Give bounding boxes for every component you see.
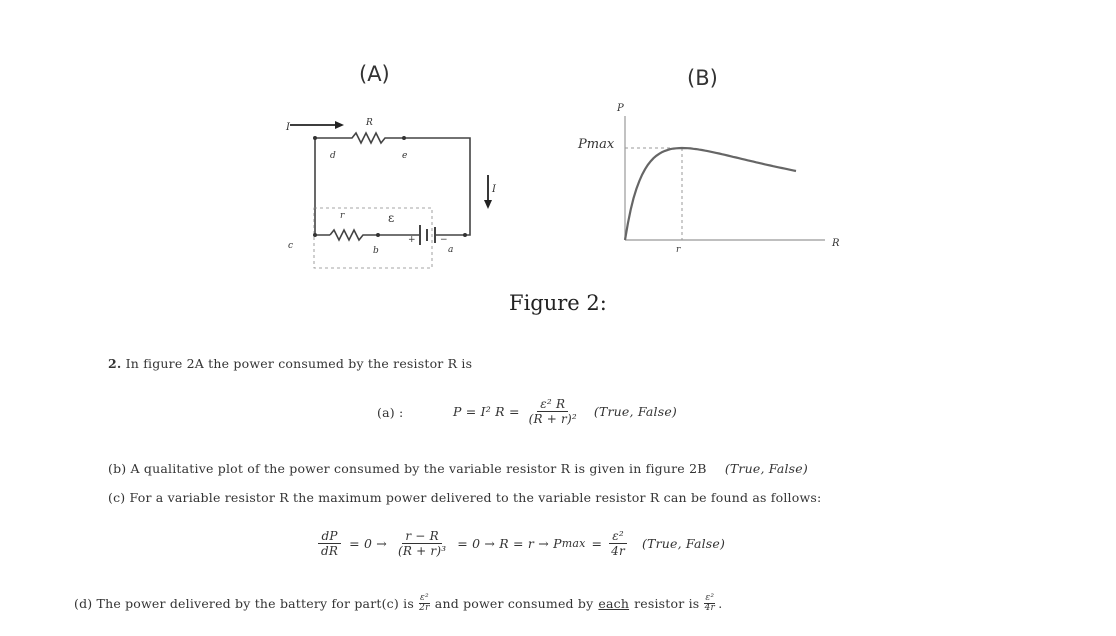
part-c-den2: (R + r)³	[397, 544, 447, 558]
plot-pmax-label: Pmax	[578, 137, 615, 152]
part-a-lhs: P = I² R =	[453, 404, 520, 419]
part-d-each: each	[598, 596, 630, 611]
label-resistor-R: R	[366, 118, 373, 128]
part-c-num2: r − R	[402, 529, 441, 544]
label-node-a: a	[448, 245, 454, 255]
part-b-text: (b) A qualitative plot of the power consumed by the variable resistor R is given in figure 2B	[108, 461, 707, 476]
problem-intro	[108, 356, 472, 371]
part-d-pre: (d) The power delivered by the battery for part(c) is	[74, 596, 414, 611]
panel-label-a: (A)	[359, 62, 390, 86]
part-b-tag: (True, False)	[724, 461, 808, 476]
plot-y-label: P	[617, 103, 624, 114]
problem-number: 2.	[108, 356, 122, 371]
label-minus: −	[440, 235, 448, 245]
label-current-right: I	[492, 184, 496, 195]
part-a-label: (a) :	[377, 405, 404, 420]
label-current-top: I	[286, 122, 290, 133]
power-plot	[570, 96, 850, 266]
series-line	[625, 148, 796, 240]
part-c-tag: (True, False)	[641, 536, 726, 551]
part-c-dP: dP	[318, 529, 340, 544]
part-c-fraction	[395, 529, 449, 558]
part-c-num3: ε²	[609, 529, 627, 544]
part-a-fraction	[526, 397, 580, 426]
part-c-text: (c) For a variable resistor R the maximum power delivered to the variable resistor R can be found as follows:	[108, 490, 822, 505]
label-node-c: c	[288, 241, 294, 251]
part-d-mid: and power consumed by	[434, 596, 594, 611]
part-a-num: ε² R	[537, 397, 568, 412]
problem-intro-text: In figure 2A the power consumed by the resistor R is	[125, 356, 473, 371]
label-node-d: d	[330, 151, 336, 161]
part-c-dR: dR	[321, 544, 339, 558]
label-node-b: b	[373, 246, 379, 256]
part-c-derivative	[318, 529, 341, 558]
part-d-f2-num: ε²	[705, 593, 715, 603]
panel-label-b: (B)	[687, 66, 718, 90]
plot-peak-label: r	[676, 245, 681, 255]
current-arrow-top	[335, 121, 344, 129]
part-a-tag: (True, False)	[593, 404, 678, 419]
part-b	[108, 461, 808, 476]
part-a-den: (R + r)²	[528, 412, 577, 426]
part-d	[74, 594, 722, 613]
part-d-f1-num: ε²	[419, 593, 429, 603]
part-d-post: resistor is	[634, 596, 700, 611]
part-c-max-sub: max	[561, 537, 586, 550]
part-d-fraction-2	[704, 594, 715, 613]
part-a-equation	[453, 397, 677, 426]
part-d-fraction-1	[419, 594, 430, 613]
current-arrow-right	[484, 200, 492, 209]
part-c-eq0: = 0 →	[349, 536, 387, 551]
part-c-den3: 4r	[611, 544, 625, 558]
part-c-result	[608, 529, 628, 558]
part-d-end: .	[718, 596, 723, 611]
circuit-diagram	[280, 100, 510, 270]
label-plus: +	[408, 235, 416, 245]
plot-x-label: R	[832, 238, 840, 249]
part-d-f2-den: 4r	[704, 603, 716, 613]
figure-caption: Figure 2:	[509, 291, 607, 315]
circuit-left-wire	[315, 138, 330, 235]
label-resistor-r: r	[340, 211, 345, 221]
part-c-eq: =	[591, 536, 603, 551]
label-emf: ε	[388, 211, 395, 225]
part-c-equation	[318, 529, 725, 558]
label-node-e: e	[402, 151, 408, 161]
part-c-chain: = 0 → R = r → P	[457, 536, 562, 551]
part-d-f1-den: 2r	[419, 603, 430, 613]
